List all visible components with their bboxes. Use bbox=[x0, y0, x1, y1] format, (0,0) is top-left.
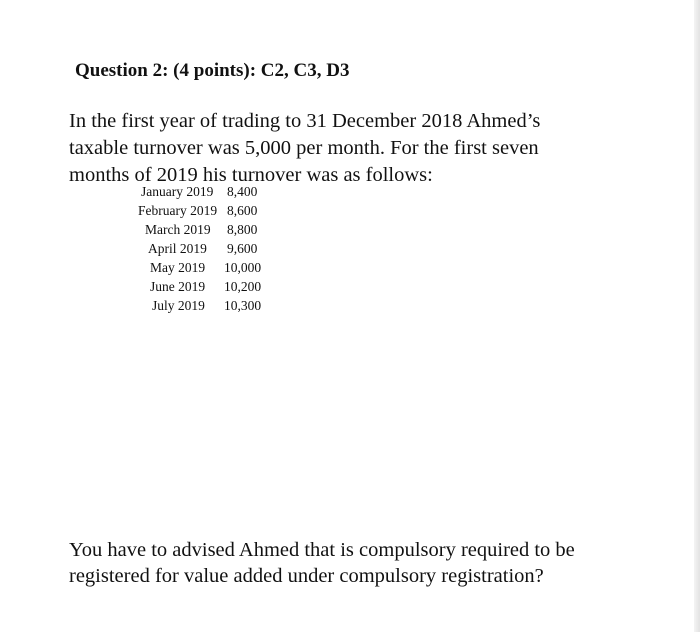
turnover-row bbox=[130, 239, 260, 258]
turnover-month: July 2019 bbox=[152, 298, 205, 313]
turnover-month: March 2019 bbox=[145, 222, 211, 237]
turnover-value: 9,600 bbox=[227, 241, 258, 256]
turnover-month: February 2019 bbox=[138, 203, 218, 218]
turnover-row bbox=[130, 258, 260, 277]
intro-line-3: months of 2019 his turnover was as follows: bbox=[69, 164, 433, 186]
turnover-month: June 2019 bbox=[150, 279, 206, 294]
turnover-value: 10,000 bbox=[224, 260, 262, 275]
turnover-value: 10,300 bbox=[224, 298, 262, 313]
turnover-table bbox=[130, 182, 260, 315]
turnover-row bbox=[130, 220, 260, 239]
turnover-row bbox=[130, 201, 260, 220]
question-line-1: You have to advised Ahmed that is compulsory required to be bbox=[69, 539, 575, 561]
question-paragraph bbox=[69, 537, 629, 589]
turnover-value: 8,800 bbox=[227, 222, 258, 237]
intro-paragraph bbox=[69, 108, 589, 189]
turnover-month: January 2019 bbox=[141, 184, 214, 199]
turnover-row bbox=[130, 296, 260, 315]
turnover-row bbox=[130, 182, 260, 201]
turnover-value: 10,200 bbox=[224, 279, 262, 294]
turnover-value: 8,600 bbox=[227, 203, 258, 218]
intro-line-1: In the first year of trading to 31 December 2018 Ahmed’s bbox=[69, 110, 541, 132]
page-edge-shadow bbox=[694, 0, 700, 632]
question-title: Question 2: (4 points): C2, C3, D3 bbox=[75, 60, 350, 81]
turnover-value: 8,400 bbox=[227, 184, 258, 199]
turnover-month: April 2019 bbox=[148, 241, 207, 256]
intro-line-2: taxable turnover was 5,000 per month. For the first seven bbox=[69, 137, 539, 159]
question-line-2: registered for value added under compulsory registration? bbox=[69, 565, 544, 587]
turnover-row bbox=[130, 277, 260, 296]
turnover-month: May 2019 bbox=[150, 260, 206, 275]
